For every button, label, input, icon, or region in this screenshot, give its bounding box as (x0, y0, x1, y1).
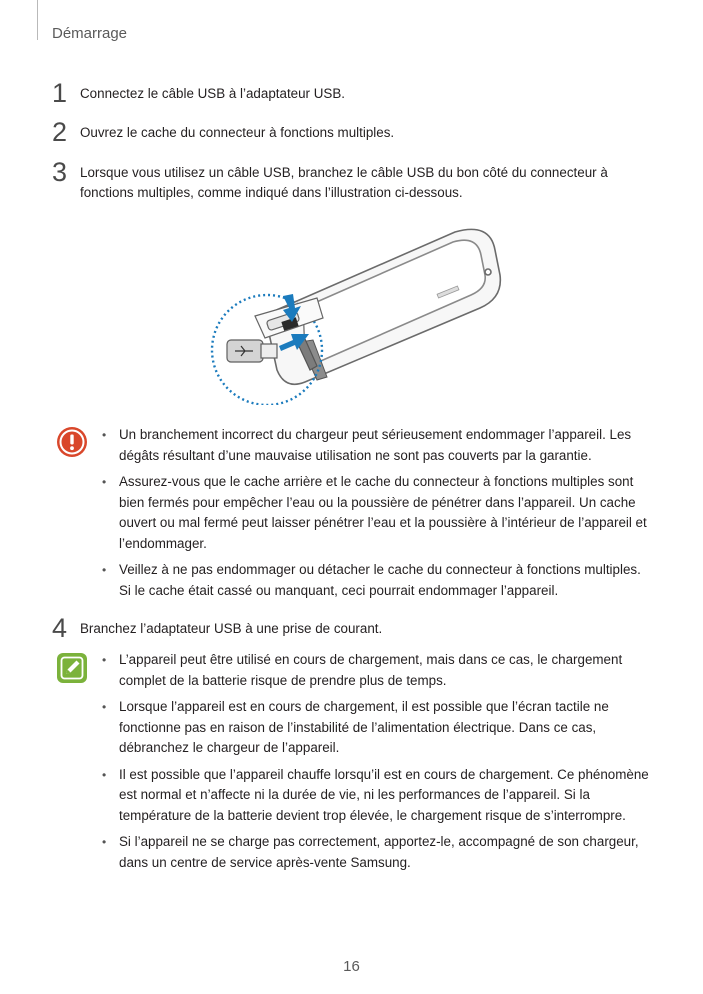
list-item (102, 472, 650, 554)
list-item (102, 650, 650, 691)
caution-icon (56, 426, 88, 458)
step-number: 2 (52, 117, 68, 147)
list-item-text: Si l’appareil ne se charge pas correctement, apportez-le, accompagné de son chargeur, dans un centre de service après-vente Samsung. (119, 834, 639, 870)
bullet: • (102, 563, 107, 577)
step-text: Connectez le câble USB à l’adaptateur USB. (80, 86, 345, 101)
list-item (102, 765, 650, 827)
usb-plug (227, 340, 277, 362)
list-item (102, 560, 650, 601)
note-list (102, 650, 650, 879)
header-rule (37, 0, 38, 40)
step-number: 1 (52, 78, 68, 108)
step-text: Ouvrez le cache du connecteur à fonctions multiples. (80, 125, 395, 140)
list-item (102, 832, 650, 873)
page-number: 16 (343, 958, 360, 975)
bullet: • (102, 653, 107, 667)
list-item-text: L’appareil peut être utilisé en cours de chargement, mais dans ce cas, le chargement complet de la batterie risque de prendre plus de temps. (119, 652, 623, 688)
list-item-text: Un branchement incorrect du chargeur peut sérieusement endommager l’appareil. Les dégâts résultant d’une mauvaise utilisation ne sont pas couverts par la garantie. (119, 427, 632, 463)
section-title: Démarrage (52, 25, 128, 42)
usb-connection-illustration (205, 220, 505, 405)
bullet: • (102, 835, 107, 849)
list-item (102, 425, 650, 466)
bullet: • (102, 700, 107, 714)
step-number: 4 (52, 613, 68, 643)
note-pencil-icon (56, 652, 88, 684)
bullet: • (102, 428, 107, 442)
list-item-text: Lorsque l’appareil est en cours de chargement, il est possible que l’écran tactile ne fonctionne pas en raison de l’instabilité de l’alimentation électrique. Dans ce cas, débranchez le chargeur de l’appareil. (119, 699, 609, 755)
caution-list (102, 425, 650, 607)
step-number: 3 (52, 157, 68, 187)
list-item-text: Assurez-vous que le cache arrière et le cache du connecteur à fonctions multiples sont bien fermés pour empêcher l’eau ou la poussière de pénétrer dans l’appareil. Un cache ouvert ou mal fermé peut laisser pénétrer l’eau et la poussière à l’intérieur de l’appareil et l’endommager. (119, 474, 647, 551)
list-item-text: Veillez à ne pas endommager ou détacher le cache du connecteur à fonctions multiples. Si le cache était cassé ou manquant, ceci pourrait endommager l’appareil. (119, 562, 641, 598)
bullet: • (102, 767, 107, 782)
list-item (102, 697, 650, 759)
step-text: Branchez l’adaptateur USB à une prise de courant. (80, 621, 383, 636)
step-text: Lorsque vous utilisez un câble USB, branchez le câble USB du bon côté du connecteur à fonctions multiples, comme indiqué dans l’illustration ci-dessous. (80, 165, 608, 200)
list-item-text: Il est possible que l’appareil chauffe lorsqu’il est en cours de chargement. Ce phénomène est normal et n’affecte ni la durée de vie, ni les performances de l’appareil. Si la température de la batterie devient trop élevée, le chargement risque de s’interrompre. (119, 766, 649, 823)
bullet: • (102, 475, 107, 489)
